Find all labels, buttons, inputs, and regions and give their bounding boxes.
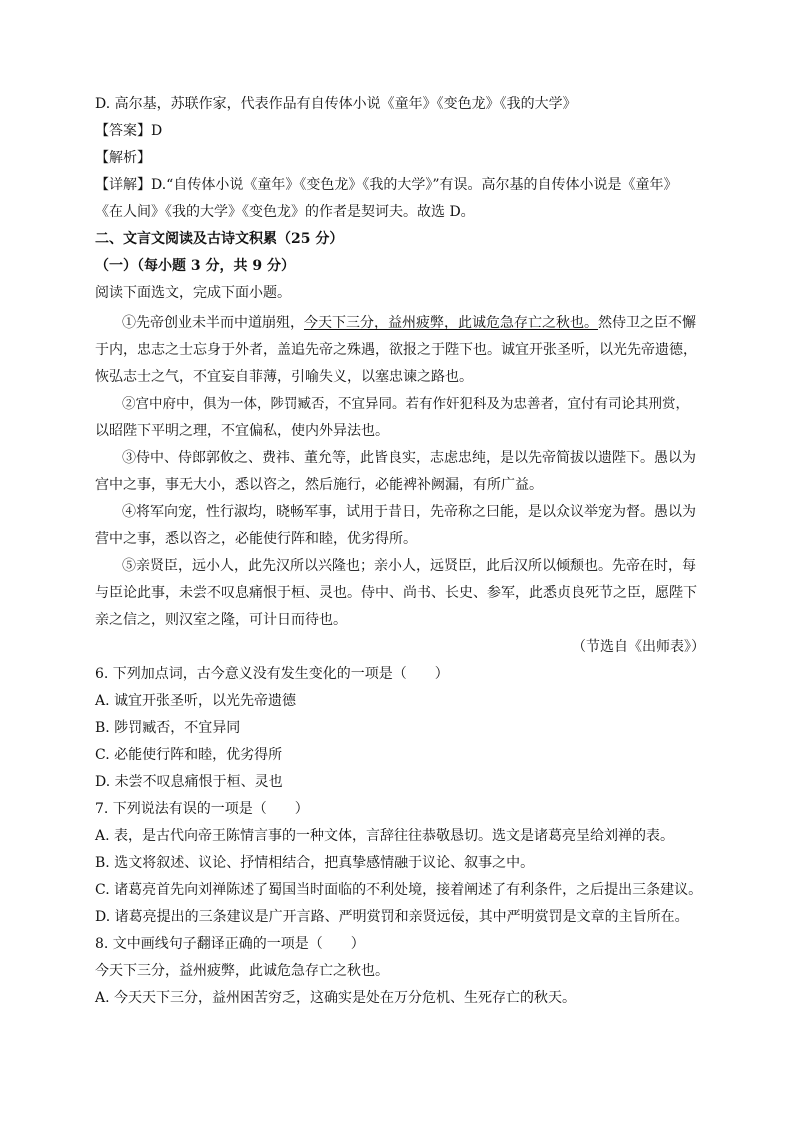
section-instruction: 阅读下面选文，完成下面小题。 <box>95 285 291 301</box>
q7-option-b: B. 选文将叙述、议论、抒情相结合，把真挚感情融于议论、叙事之中。 <box>95 855 535 871</box>
passage-p1-line-1 <box>122 313 705 333</box>
q7-option-d: D. 诸葛亮提出的三条建议是广开言路、严明赏罚和亲贤远佞，其中严明赏罚是文章的主旨所在。 <box>95 909 689 925</box>
q7-stem: 7. 下列说法有误的一项是（ ） <box>95 801 309 817</box>
passage-p1-line-3: 恢弘志士之气，不宜妄自菲薄，引喻失义，以塞忠谏之路也。 <box>95 369 473 385</box>
q7-option-a: A. 表，是古代向帝王陈情言事的一种文体，言辞往往恭敬恳切。选文是诸葛亮呈给刘禅的表。 <box>95 828 675 844</box>
underlined-sentence: 今天下三分，益州疲弊，此诚危急存亡之秋也。 <box>304 315 598 331</box>
q6-stem: 6. 下列加点词，古今意义没有发生变化的一项是（ ） <box>95 666 449 682</box>
section-subtitle: （一）（每小题 3 分，共 9 分） <box>95 258 295 274</box>
passage-p3-line-2: 宫中之事，事无大小，悉以咨之，然后施行，必能裨补阙漏，有所广益。 <box>95 477 543 493</box>
passage-source: （节选自《出师表》） <box>572 639 705 655</box>
passage-p5-line-1: ⑤亲贤臣，远小人，此先汉所以兴隆也；亲小人，远贤臣，此后汉所以倾颓也。先帝在时，每 <box>122 558 696 574</box>
passage-p1-line-2: 于内，忠志之士忘身于外者，盖追先帝之殊遇，欲报之于陛下也。诚宜开张圣听，以光先帝遗德， <box>95 342 697 358</box>
q5-analysis-title: 【解析】 <box>95 150 151 166</box>
passage-p3-line-1: ③侍中、侍郎郭攸之、费祎、董允等，此皆良实，志虑忠纯，是以先帝简拔以遗陛下。愚以为 <box>122 450 696 466</box>
q8-sentence: 今天下三分，益州疲弊，此诚危急存亡之秋也。 <box>95 963 389 979</box>
passage-p2-line-2: 以昭陛下平明之理，不宜偏私，使内外异法也。 <box>95 423 389 439</box>
passage-p5-line-3: 亲之信之，则汉室之隆，可计日而待也。 <box>95 612 347 628</box>
q7-option-c: C. 诸葛亮首先向刘禅陈述了蜀国当时面临的不利处境，接着阐述了有利条件，之后提出三条建议。 <box>95 882 703 898</box>
passage-p1-end: 然侍卫之臣不懈 <box>598 315 696 331</box>
q6-option-c: C. 必能使行阵和睦，优劣得所 <box>95 747 283 763</box>
q6-option-d: D. 未尝不叹息痛恨于桓、灵也 <box>95 774 283 790</box>
q6-option-b: B. 陟罚臧否，不宜异同 <box>95 720 241 736</box>
passage-p2-line-1: ②宫中府中，俱为一体，陟罚臧否，不宜异同。若有作奸犯科及为忠善者，宜付有司论其刑赏， <box>122 396 689 412</box>
q8-stem: 8. 文中画线句子翻译正确的一项是（ ） <box>95 936 365 952</box>
q5-detail-line-2: 《在人间》《我的大学》《变色龙》的作者是契诃夫。故选 D。 <box>95 204 475 220</box>
section-title: 二、文言文阅读及古诗文积累（25 分） <box>95 231 344 247</box>
q5-option-d: D. 高尔基，苏联作家，代表作品有自传体小说《童年》《变色龙》《我的大学》 <box>95 96 577 112</box>
passage-p4-line-1: ④将军向宠，性行淑均，晓畅军事，试用于昔日，先帝称之曰能，是以众议举宠为督。愚以为 <box>122 504 696 520</box>
q8-option-a: A. 今天天下三分，益州困苦穷乏，这确实是处在万分危机、生死存亡的秋天。 <box>95 990 577 1006</box>
passage-p4-line-2: 营中之事，悉以咨之，必能使行阵和睦，优劣得所。 <box>95 531 417 547</box>
q5-answer: 【答案】D <box>95 123 163 139</box>
q5-detail-line-1: 【详解】D.“自传体小说《童年》《变色龙》《我的大学》”有误。高尔基的自传体小说是《童年》 <box>95 177 678 193</box>
passage-p5-line-2: 与臣论此事，未尝不叹息痛恨于桓、灵也。侍中、尚书、长史、参军，此悉贞良死节之臣，愿陛下 <box>95 585 697 601</box>
q6-option-a: A. 诚宜开张圣听，以光先帝遗德 <box>95 693 297 709</box>
passage-p1-start: ①先帝创业未半而中道崩殂， <box>122 315 304 331</box>
